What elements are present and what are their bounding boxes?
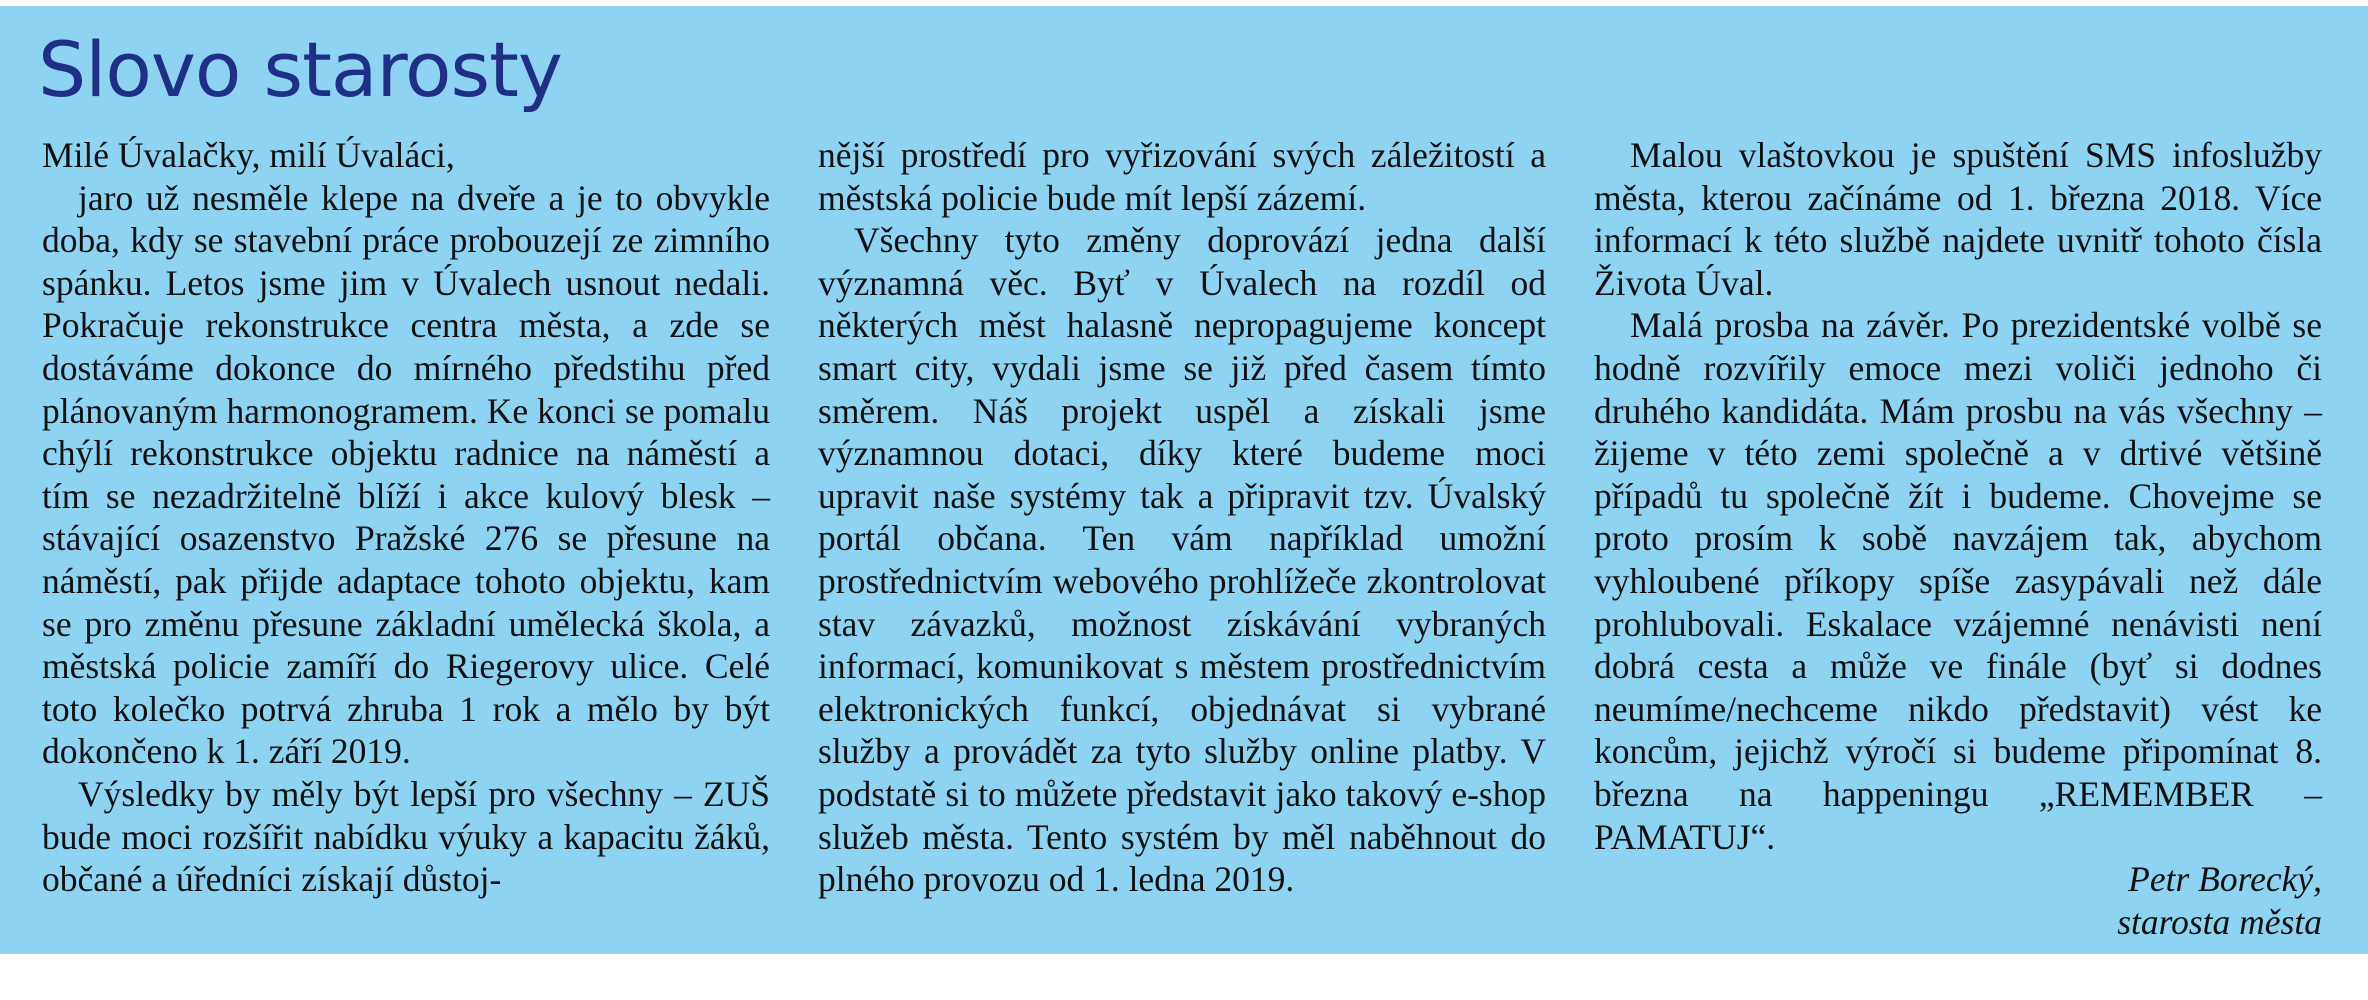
greeting: Milé Úvalačky, milí Úvaláci,: [42, 135, 455, 175]
paragraph-request: Malá prosba na závěr. Po prezidentské volbě se hodně rozvířily emoce mezi voliči jednoho či druhého kandidáta. Mám prosbu na vás všechny – žijeme v této zemi společně a v drtivé většině případů tu společně žít i budeme. Chovejme se proto prosím k sobě navzájem tak, abychom vyhloubené příkopy spíše zasypávali než dále prohlubovali. Eskalace vzájemné nenávisti není dobrá cesta a může ve finále (byť si dodnes neumíme/nechceme nikdo představit) vést ke koncům, jejichž výročí si budeme připomínat 8. března na happeningu „REMEMBER – PAMATUJ“.: [1594, 305, 2322, 857]
signature-name: Petr Borecký,: [2128, 859, 2322, 900]
paragraph-continuation: nější prostředí pro vyřizování svých záležitostí a městská policie bude mít lepší zázemí.: [818, 135, 1546, 218]
paragraph-smart-city: Všechny tyto změny doprovází jedna další významná věc. Byť v Úvalech na rozdíl od některých měst halasně nepropagujeme koncept smart city, vydali jsme se již před časem tímto směrem. Náš projekt uspěl a získali jsme významnou dotaci, díky které budeme moci upravit naše systémy tak a připravit tzv. Úvalský portál občana. Ten vám například umožní prostřednictvím webového prohlížeče zkontrolovat stav závazků, možnost získávání vybraných informací, komunikovat s městem prostřednictvím elektronických funkcí, objednávat si vybrané služby a provádět za tyto služby online platby. V podstatě si to můžete představit jako takový e-shop služeb města. Tento systém by měl naběhnout do plného provozu od 1. ledna 2019.: [818, 220, 1546, 900]
signature-role: starosta města: [2117, 901, 2322, 942]
article-column-1: [42, 134, 770, 901]
paragraph-results: Výsledky by měly být lepší pro všechny – ZUŠ bude moci rozšířit nabídku výuky a kapacitu žáků, občané a úředníci získají důstoj-: [42, 773, 770, 900]
article-column-2: [818, 134, 1546, 901]
article-column-3: [1594, 134, 2322, 943]
paragraph-construction: jaro už nesměle klepe na dveře a je to obvykle doba, kdy se stavební práce probouzejí ze zimního spánku. Letos jsme jim v Úvalech usnout nedali. Pokračuje rekonstrukce centra města, a zde se dostáváme dokonce do mírného předstihu před plánovaným harmonogramem. Ke konci se pomalu chýlí rekonstrukce objektu radnice na náměstí a tím se nezadržitelně blíží i akce kulový blesk – stávající osazenstvo Pražské 276 se přesune na náměstí, pak přijde adaptace tohoto objektu, kam se pro změnu přesune základní umělecká škola, a městská policie zamíří do Riegerovy ulice. Celé toto kolečko potrvá zhruba 1 rok a mělo by být dokončeno k 1. září 2019.: [42, 177, 770, 772]
article-panel: [0, 6, 2368, 954]
paragraph-sms-service: Malou vlaštovkou je spuštění SMS infoslužby města, kterou začínáme od 1. března 2018. Více informací k této službě najdete uvnitř tohoto čísla Života Úval.: [1594, 135, 2322, 303]
article-title: Slovo starosty: [38, 25, 562, 114]
